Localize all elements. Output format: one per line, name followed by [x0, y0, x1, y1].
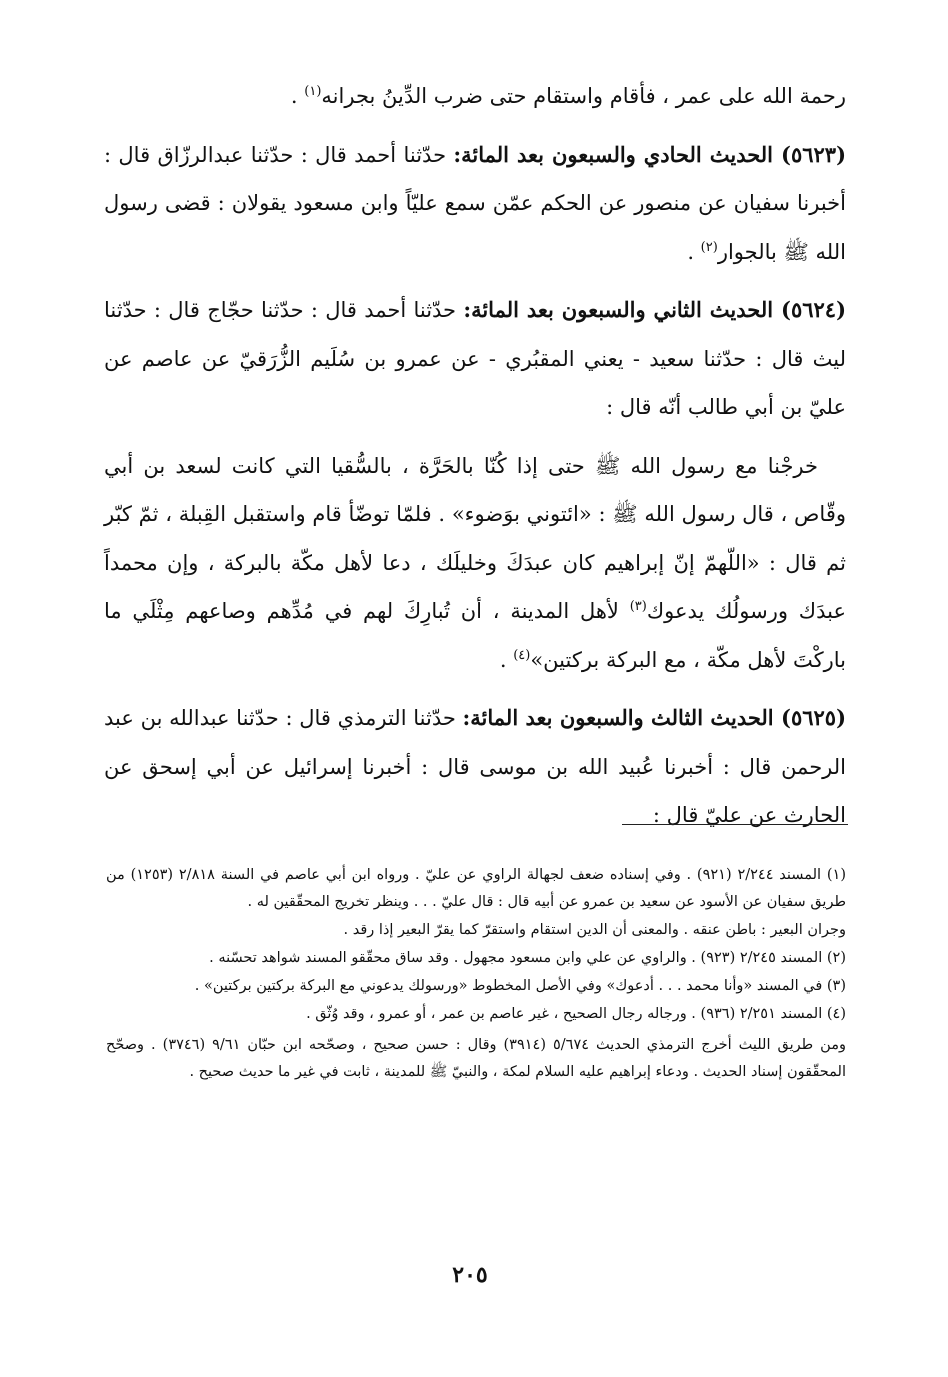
footnote-ref-2: (٢)	[700, 239, 718, 255]
footnote-ref-1: (١)	[304, 84, 322, 99]
hadith-5624-body	[104, 442, 846, 685]
main-text	[104, 72, 846, 850]
hadith-body-text: خرجْنا مع رسول الله ﷺ حتى إذا كُنّا بالحَرَّة ، بالسُّقيا التي كانت لسعد بن أبي وقّاص ، قال رسول الله ﷺ : «ائتوني بوَضوء» . فلمّا توضّأ قام واستقبل القِبلة ، ثمّ كبّر ثم قال : «اللّهمّ إنّ إبراهيم كان عبدَكَ وخليلَك ، دعا لأهل مكّة بالبركة ، وإن محمداً عبدَك ورسولُك يدعوك	[104, 453, 846, 623]
hadith-5624	[104, 286, 846, 432]
footnote-ref-4: (٤)	[513, 647, 531, 663]
footnote-3: (٣) في المسند «وأنا محمد . . . أدعوك» وفي الأصل المخطوط «ورسولك يدعوني مع البركة بركتين بركتين» .	[194, 978, 846, 994]
hadith-tail: .	[687, 239, 701, 264]
paragraph-tail: .	[290, 84, 305, 108]
hadith-text: حدّثنا أحمد قال : حدّثنا عبدالرزّاق قال : أخبرنا سفيان عن منصور عن الحكم عمّن سمع عليّاً وابن مسعود يقولان : قضى رسول الله ﷺ بالجوار	[104, 142, 846, 264]
footnote-2: (٢) المسند ٢/٢٤٥ (٩٢٣) . والراوي عن علي وابن مسعود مجهول . وقد ساق محقّقو المسند شواهد تحسّنه .	[209, 950, 846, 966]
footnote-divider	[622, 824, 848, 825]
footnote-4-continued: ومن طريق الليث أخرج الترمذي الحديث ٥/٦٧٤ (٣٩١٤) وقال : حسن صحيح ، وصحّحه ابن حبّان ٩/٦١ (٣٧٤٦) . وصحّح المحقّقون إسناد الحديث . ودعاء إبراهيم عليه السلام لمكة ، والنبيّ ﷺ للمدينة ، ثابت في غير ما حديث صحيح .	[106, 1037, 846, 1080]
footnote-ref-3: (٣)	[629, 599, 647, 614]
hadith-body-tail: .	[499, 647, 514, 672]
footnote-1-gloss: وجران البعير : باطن عنقه . والمعنى أن الدين استقام واستقرّ كما يقرّ البعير إذا رقد .	[343, 922, 846, 938]
hadith-heading: (٥٦٢٣) الحديث الحادي والسبعون بعد المائة:	[453, 141, 846, 167]
footnote-1: (١) المسند ٢/٢٤٤ (٩٢١) . وفي إسناده ضعف لجهالة الراوي عن عليّ . ورواه ابن أبي عاصم في السنة ٢/٨١٨ (١٢٥٣) من طريق سفيان عن الأسود عن سعيد بن عمرو عن أبيه قال : قال عليّ . . . وينظر تخريج المحقّقين له .	[106, 867, 846, 910]
hadith-5623	[104, 131, 846, 277]
hadith-text: حدّثنا أحمد قال : حدّثنا حجّاج قال : حدّثنا ليث قال : حدّثنا سعيد - يعني المقبُري - عن عمرو بن سُلَيم الزُّرَقيّ عن عاصم عن عليّ بن أبي طالب أنّه قال :	[104, 298, 846, 419]
page-number: ٢٠٥	[452, 1262, 488, 1288]
hadith-5625	[104, 694, 846, 840]
paragraph-continuation	[104, 72, 846, 121]
hadith-heading: (٥٦٢٤) الحديث الثاني والسبعون بعد المائة:	[463, 297, 846, 322]
hadith-text: حدّثنا الترمذي قال : حدّثنا عبدالله بن عبد الرحمن قال : أخبرنا عُبيد الله بن موسى قال : أخبرنا إسرائيل عن أبي إسحق عن الحارث عن عليّ قال :	[104, 706, 846, 827]
paragraph-text: رحمة الله على عمر ، فأقام واستقام حتى ضرب الدِّينُ بجرانه	[321, 84, 846, 108]
hadith-body-text-2: لأهل المدينة ، أن تُبارِكَ لهم في مُدِّهم وصاعهم مِثْلَي ما باركْتَ لأهل مكّة ، مع البركة بركتين»	[104, 599, 846, 672]
hadith-heading: (٥٦٢٥) الحديث الثالث والسبعون بعد المائة:	[462, 705, 846, 730]
footnote-4: (٤) المسند ٢/٢٥١ (٩٣٦) . ورجاله رجال الصحيح ، غير عاصم بن عمر ، أو عمرو ، وقد وُثّق .	[306, 1006, 846, 1022]
footnotes	[106, 862, 846, 1087]
